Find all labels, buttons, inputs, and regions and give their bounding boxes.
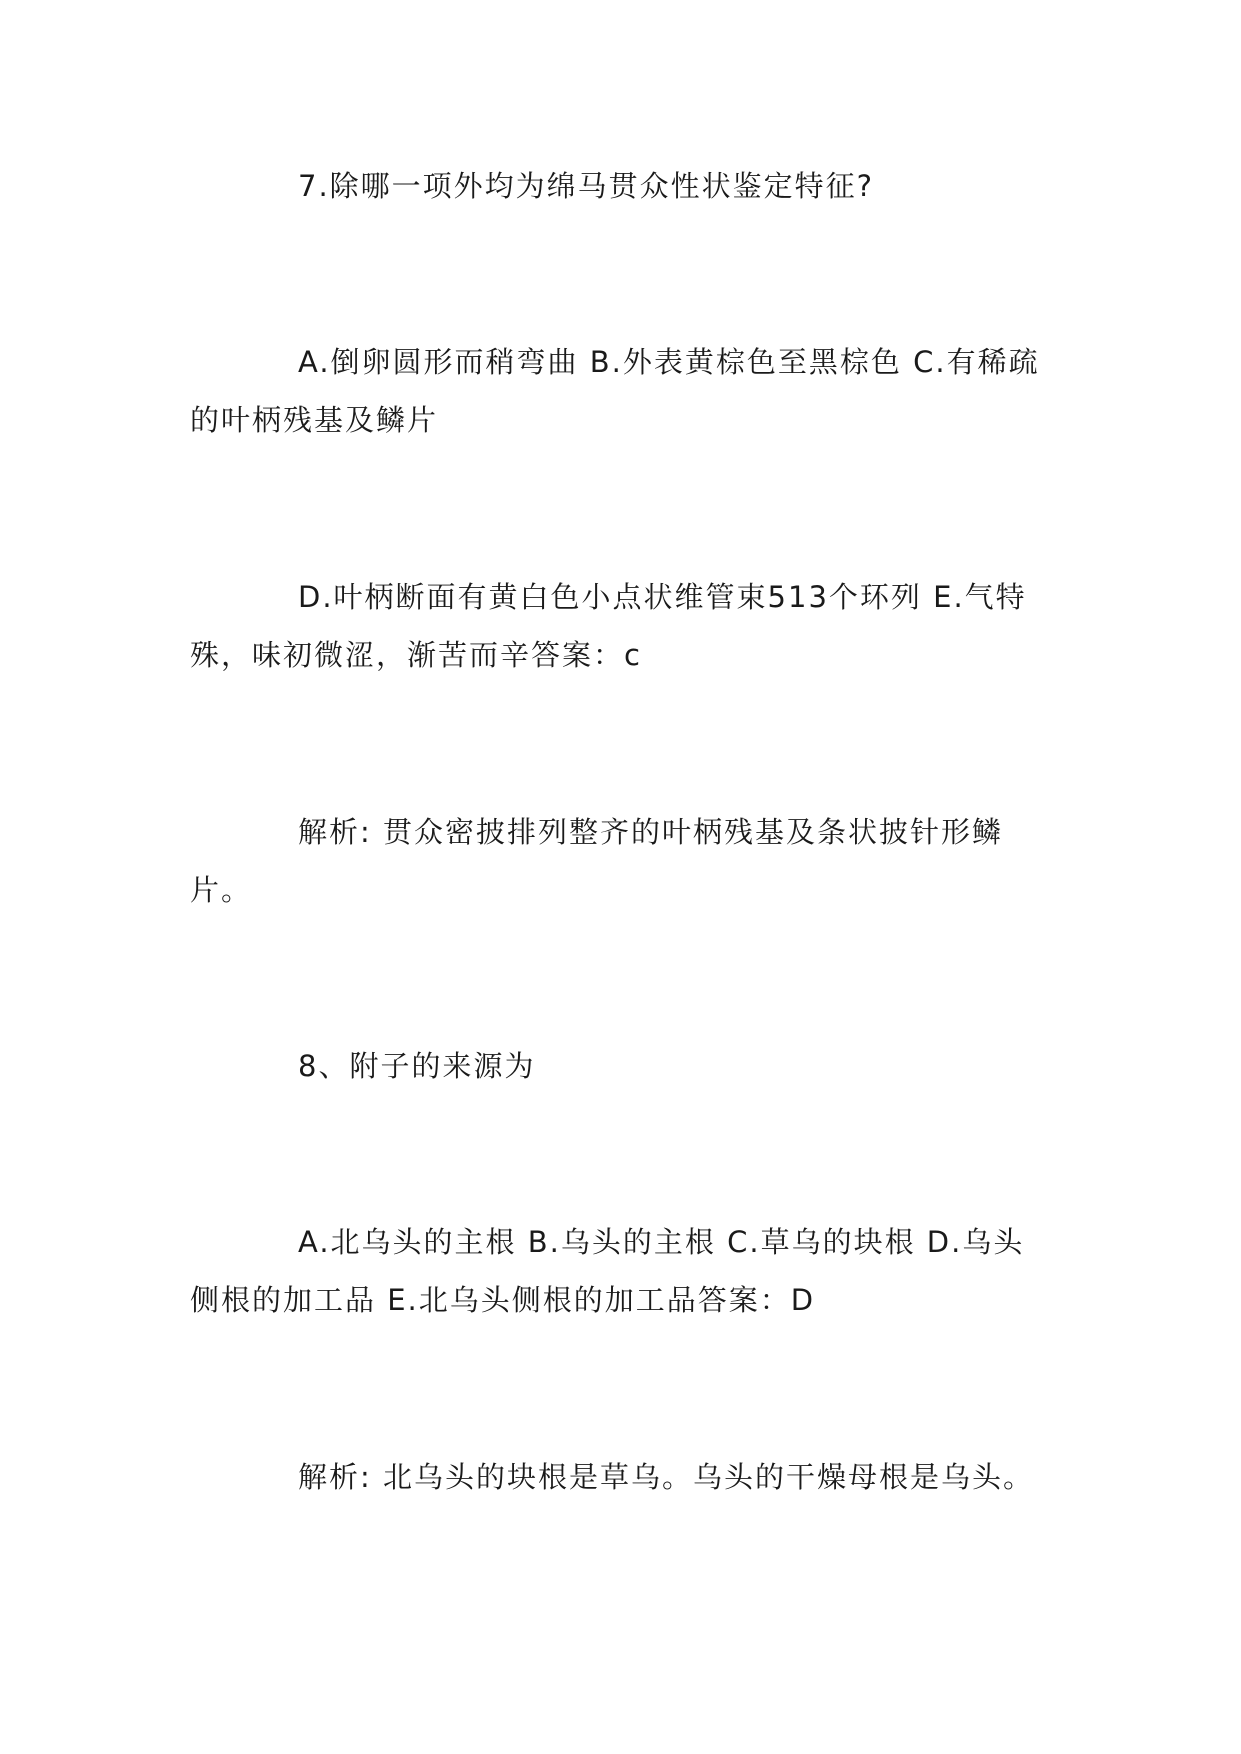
question-7-analysis: 解析: 贯众密披排列整齐的叶柄残基及条状披针形鳞片。 [190, 815, 1003, 907]
question-8-stem: 8、附子的来源为 [298, 1049, 536, 1083]
question-7-options-d-e-answer: D.叶柄断面有黄白色小点状维管束513个环列 E.气特殊，味初微涩，渐苦而辛答案：c [190, 580, 1027, 672]
question-7-options-a-c: A.倒卵圆形而稍弯曲 B.外表黄棕色至黑棕色 C.有稀疏的叶柄残基及鳞片 [190, 345, 1040, 437]
question-8-analysis: 解析: 北乌头的块根是草乌。乌头的干燥母根是乌头。 [298, 1460, 1034, 1494]
question-8-options-answer: A.北乌头的主根 B.乌头的主根 C.草乌的块根 D.乌头侧根的加工品 E.北乌头侧根的加工品答案：D [190, 1225, 1025, 1317]
question-7-stem: 7.除哪一项外均为绵马贯众性状鉴定特征? [298, 169, 875, 203]
